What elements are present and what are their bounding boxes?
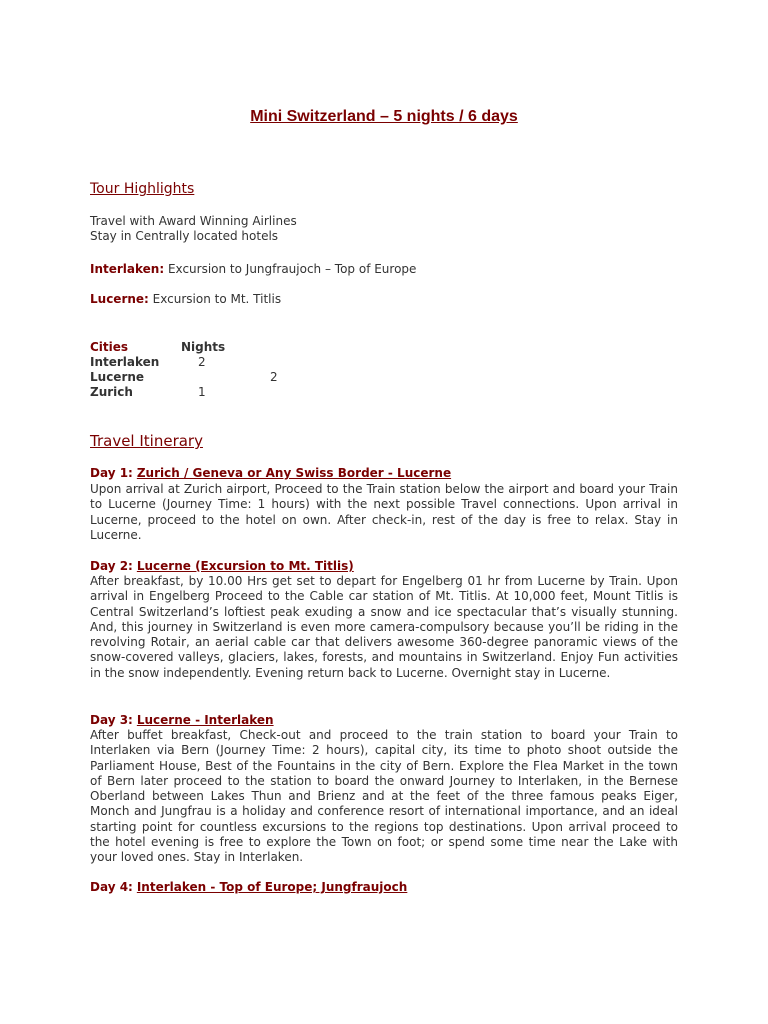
lucerne-text: Excursion to Mt. Titlis [148, 292, 282, 306]
nights-interlaken: 2 [198, 355, 206, 369]
day-heading [90, 713, 274, 728]
nights-lucerne: 2 [270, 370, 278, 384]
nights-header: Nights [181, 340, 226, 354]
day-title: Interlaken - Top of Europe; Jungfraujoch [136, 880, 408, 894]
highlight-line: Stay in Centrally located hotels [90, 229, 279, 243]
cities-header: Cities [90, 340, 129, 354]
day-label: Day 2: [90, 559, 133, 573]
interlaken-label: Interlaken: [90, 262, 165, 276]
lucerne-highlight [90, 292, 281, 307]
day-description: After buffet breakfast, Check-out and proceed to the train station to board your Train to Interlaken via Bern (Journey Time: 2 hours), capital city, its time to photo shoot outside the Parliament House, Best of the Fountains in the city of Bern. Explore the Flea Market in the town of Bern later proceed to the station to board the onward Journey to Interlaken, in the Bernese Oberland between Lakes Thun and Brienz and at the feet of the three famous peaks Eiger, Monch and Jungfrau is a holiday and conference resort of international importance, and an ideal starting point for countless excursions to the regions top destinations. Upon arrival proceed to the hotel evening is free to explore the Town on foot; or spend some time near the Lake with your loved ones. Stay in Interlaken. [90, 728, 678, 865]
lucerne-label: Lucerne: [90, 292, 149, 306]
day-label: Day 3: [90, 713, 133, 727]
day-title: Lucerne - Interlaken [136, 713, 274, 727]
travel-itinerary-heading: Travel Itinerary [90, 432, 203, 450]
day-heading [90, 466, 451, 481]
tour-highlights-heading: Tour Highlights [90, 181, 195, 197]
city-zurich: Zurich [90, 385, 133, 399]
city-interlaken: Interlaken [90, 355, 160, 369]
interlaken-text: Excursion to Jungfraujoch – Top of Europe [164, 262, 417, 276]
interlaken-highlight [90, 262, 416, 277]
day-title: Zurich / Geneva or Any Swiss Border - Lucerne [136, 466, 452, 480]
day-heading [90, 880, 407, 895]
day-heading [90, 559, 354, 574]
day-title: Lucerne (Excursion to Mt. Titlis) [136, 559, 354, 573]
city-lucerne: Lucerne [90, 370, 145, 384]
highlight-line: Travel with Award Winning Airlines [90, 214, 297, 228]
page-title: Mini Switzerland – 5 nights / 6 days [250, 108, 518, 125]
day-description: After breakfast, by 10.00 Hrs get set to depart for Engelberg 01 hr from Lucerne by Train. Upon arrival in Engelberg Proceed to the Cable car station of Mt. Titlis. At 10,000 feet, Mount Titlis is Central Switzerland’s loftiest peak exuding a snow and ice spectacular that’s visually stunning. And, this journey in Switzerland is even more camera-compulsory because you’ll be riding in the revolving Rotair, an aerial cable car that delivers awesome 360-degree panoramic views of the snow-covered valleys, glaciers, lakes, forests, and mountains in Switzerland. Enjoy Fun activities in the snow independently. Evening return back to Lucerne. Overnight stay in Lucerne. [90, 574, 678, 680]
day-label: Day 4: [90, 880, 133, 894]
day-description: Upon arrival at Zurich airport, Proceed to the Train station below the airport and board your Train to Lucerne (Journey Time: 1 hours) with the next possible Travel connections. Upon arrival in Lucerne, proceed to the hotel on own. After check-in, rest of the day is free to relax. Stay in Lucerne. [90, 482, 678, 542]
day-label: Day 1: [90, 466, 133, 480]
nights-zurich: 1 [198, 385, 206, 399]
